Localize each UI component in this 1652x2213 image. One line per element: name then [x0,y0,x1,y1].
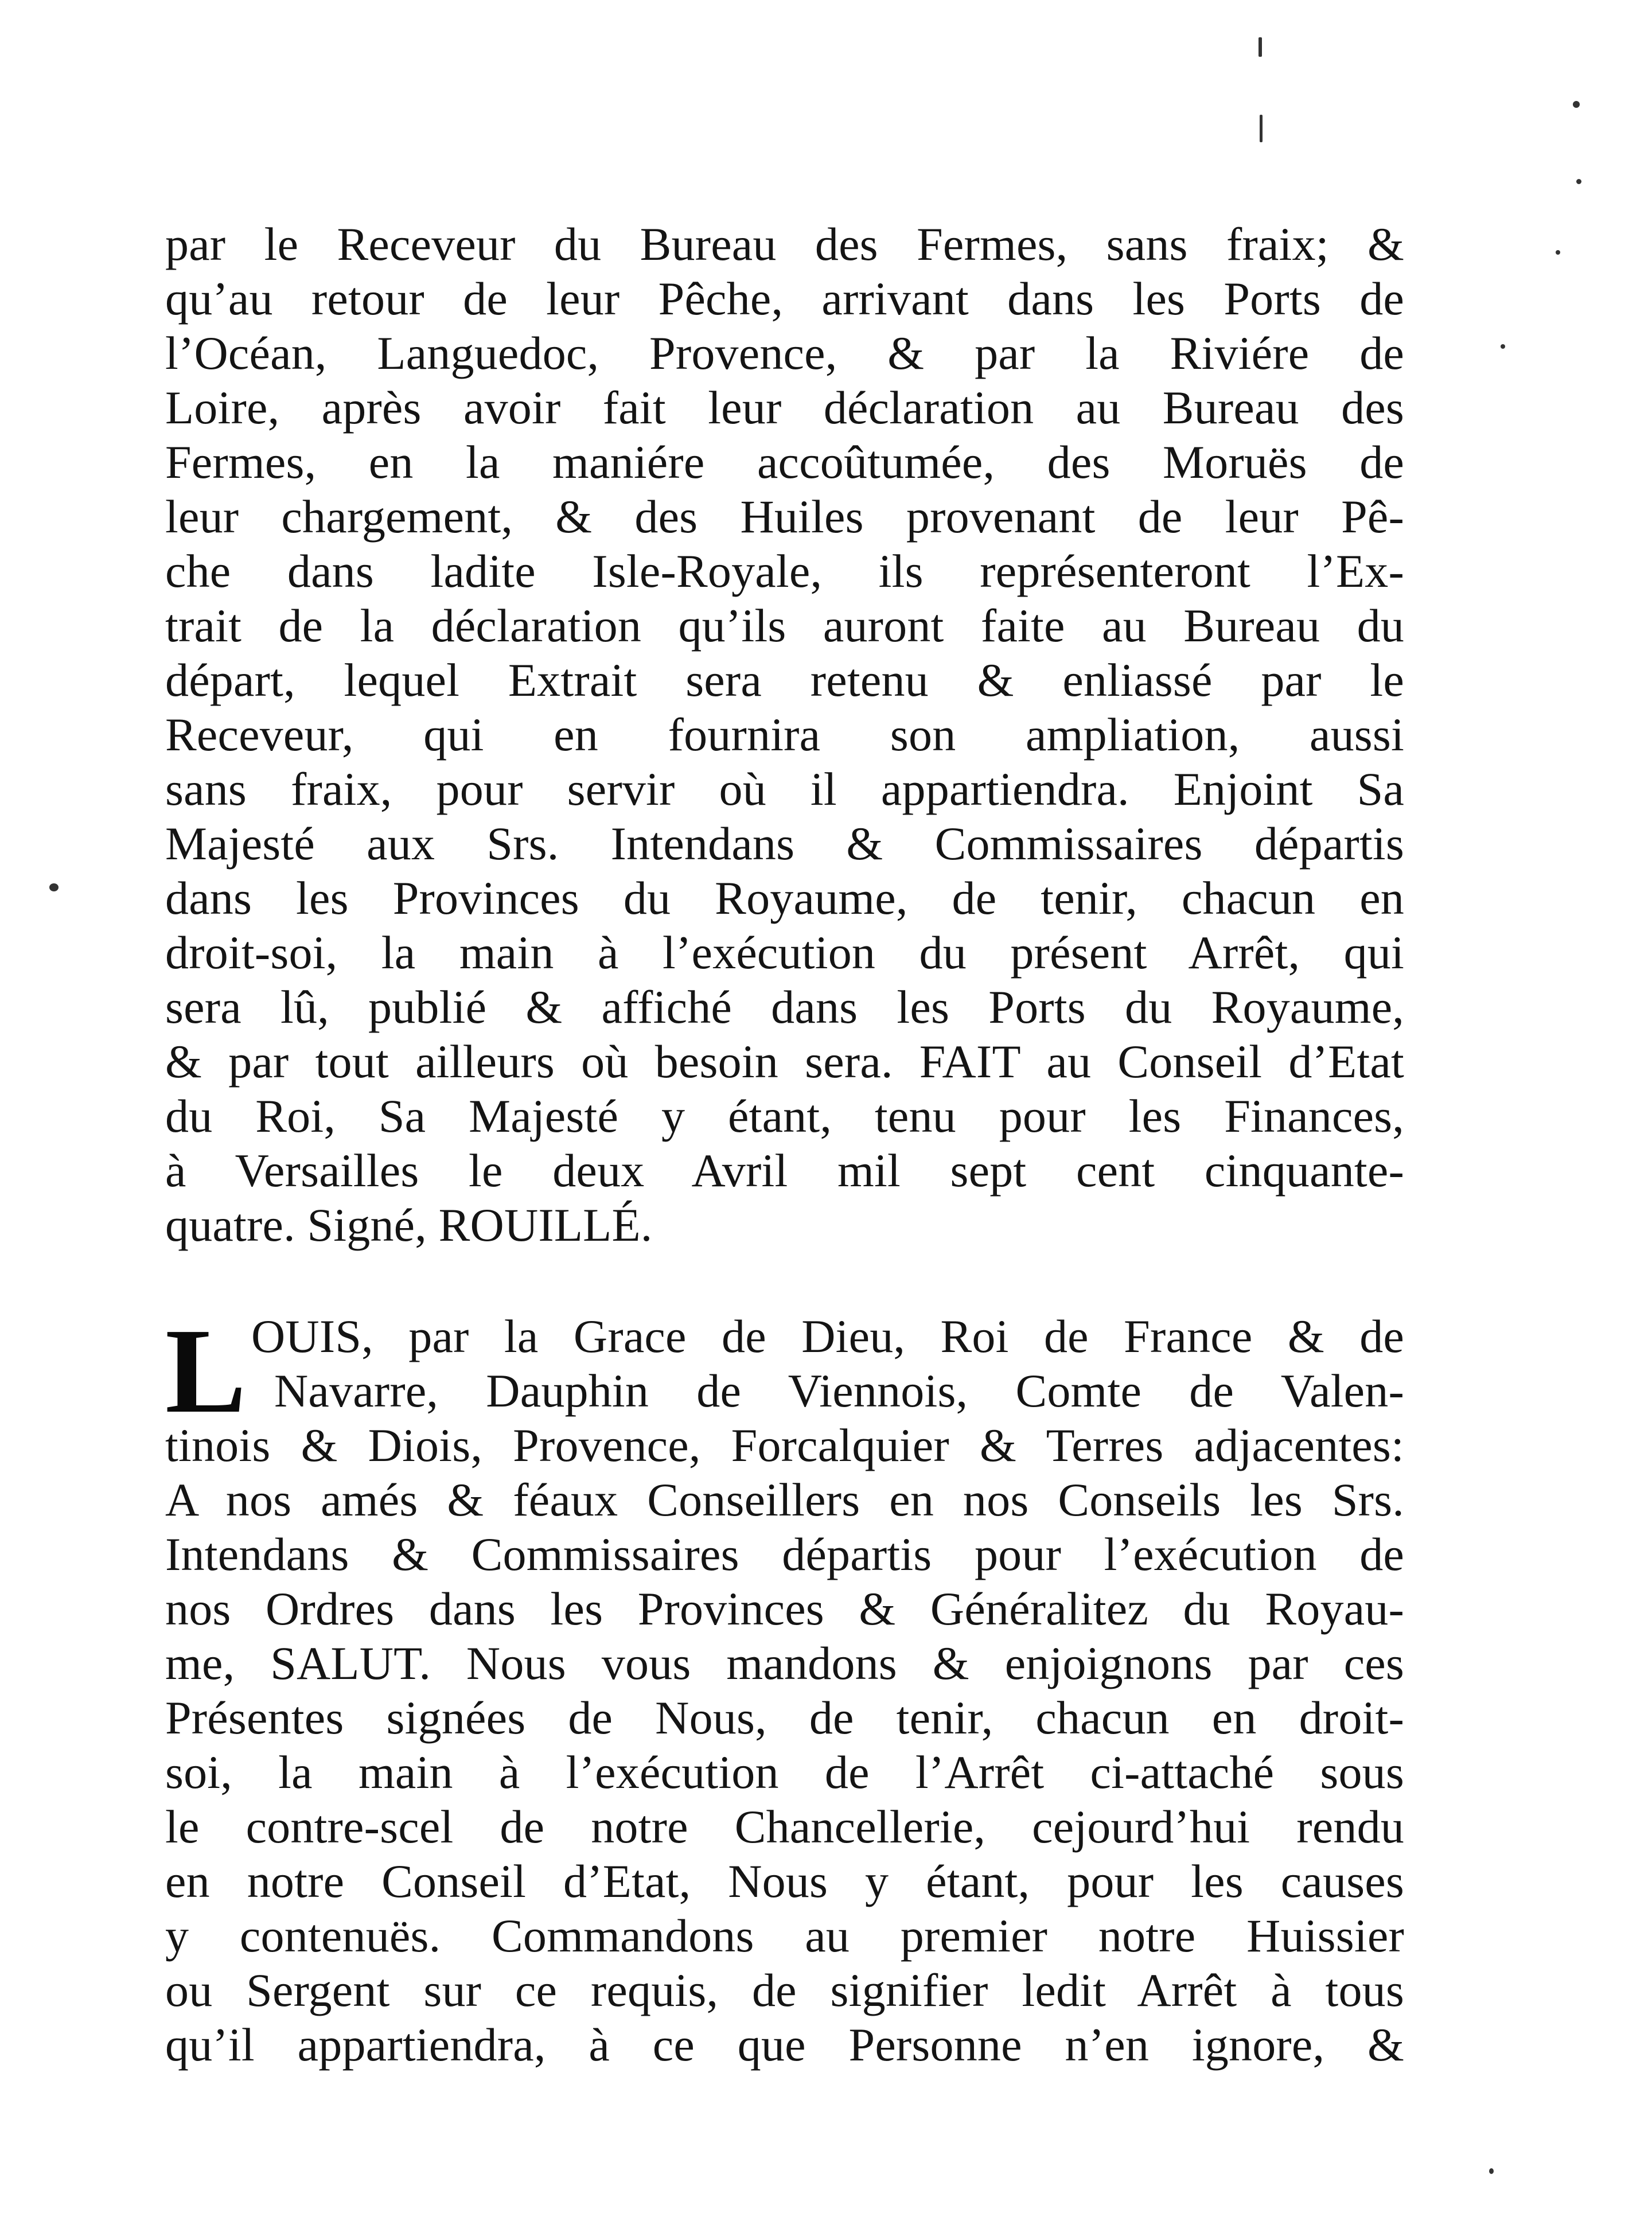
text-line: qu’il appartiendra, à ce que Personne n’en ignore, & [165,2019,1404,2071]
text-line: le contre-scel de notre Chancellerie, cejourd’hui rendu [165,1801,1404,1853]
text-line: A nos amés & féaux Conseillers en nos Conseils les Srs. [165,1474,1404,1526]
text-line: du Roi, Sa Majesté y étant, tenu pour les Finances, [165,1090,1404,1142]
drop-cap: L [165,1303,247,1438]
text-line: sans fraix, pour servir où il appartiendra. Enjoint Sa [165,763,1404,815]
text-line: trait de la déclaration qu’ils auront faite au Bureau du [165,599,1404,652]
text-line: soi, la main à l’exécution de l’Arrêt ci-attaché sous [165,1746,1404,1798]
text-line: Intendans & Commissaires départis pour l’exécution de [165,1528,1404,1580]
text-line: OUIS, par la Grace de Dieu, Roi de France & de [251,1310,1404,1362]
text-line: tinois & Diois, Provence, Forcalquier & Terres adjacentes: [165,1419,1404,1471]
scan-speck [1556,250,1560,255]
scan-speck [49,883,59,891]
lettres-paragraph [165,1303,1404,2072]
arret-paragraph [165,217,1404,1252]
scan-speck [1573,101,1580,108]
text-line: me, SALUT. Nous vous mandons & enjoignons par ces [165,1637,1404,1689]
text-line: Receveur, qui en fournira son ampliation, aussi [165,708,1404,761]
text-line: Fermes, en la maniére accoûtumée, des Moruës de [165,436,1404,488]
text-line: droit-soi, la main à l’exécution du présent Arrêt, qui [165,926,1404,979]
text-line: y contenuës. Commandons au premier notre Huissier [165,1910,1404,1962]
text-line: & par tout ailleurs où besoin sera. FAIT au Conseil d’Etat [165,1035,1404,1088]
text-line: Majesté aux Srs. Intendans & Commissaires départis [165,817,1404,870]
text-line: Présentes signées de Nous, de tenir, chacun en droit- [165,1692,1404,1744]
text-line: l’Océan, Languedoc, Provence, & par la Riviére de [165,327,1404,379]
text-line: qu’au retour de leur Pêche, arrivant dans les Ports de [165,272,1404,325]
scan-speck [1489,2168,1494,2174]
signature-line: quatre. Signé, ROUILLÉ. [165,1199,653,1251]
text-line: départ, lequel Extrait sera retenu & enliassé par le [165,654,1404,706]
scan-speck [1259,37,1262,57]
scan-speck [1576,179,1581,184]
text-line: en notre Conseil d’Etat, Nous y étant, pour les causes [165,1855,1404,1907]
text-line: nos Ordres dans les Provinces & Généralitez du Royau- [165,1583,1404,1635]
text-line: sera lû, publié & affiché dans les Ports du Royaume, [165,981,1404,1033]
text-line: Navarre, Dauphin de Viennois, Comte de Valen- [274,1365,1404,1417]
text-line: par le Receveur du Bureau des Fermes, sans fraix; & [165,218,1404,270]
text-line: dans les Provinces du Royaume, de tenir, chacun en [165,872,1404,924]
text-line: che dans ladite Isle-Royale, ils représenteront l’Ex- [165,545,1404,597]
scan-speck [1260,115,1263,142]
text-line: à Versailles le deux Avril mil sept cent cinquante- [165,1144,1404,1197]
text-line: leur chargement, & des Huiles provenant de leur Pê- [165,490,1404,543]
scan-speck [1501,344,1505,349]
text-line: ou Sergent sur ce requis, de signifier ledit Arrêt à tous [165,1964,1404,2016]
text-line: Loire, après avoir fait leur déclaration au Bureau des [165,381,1404,434]
